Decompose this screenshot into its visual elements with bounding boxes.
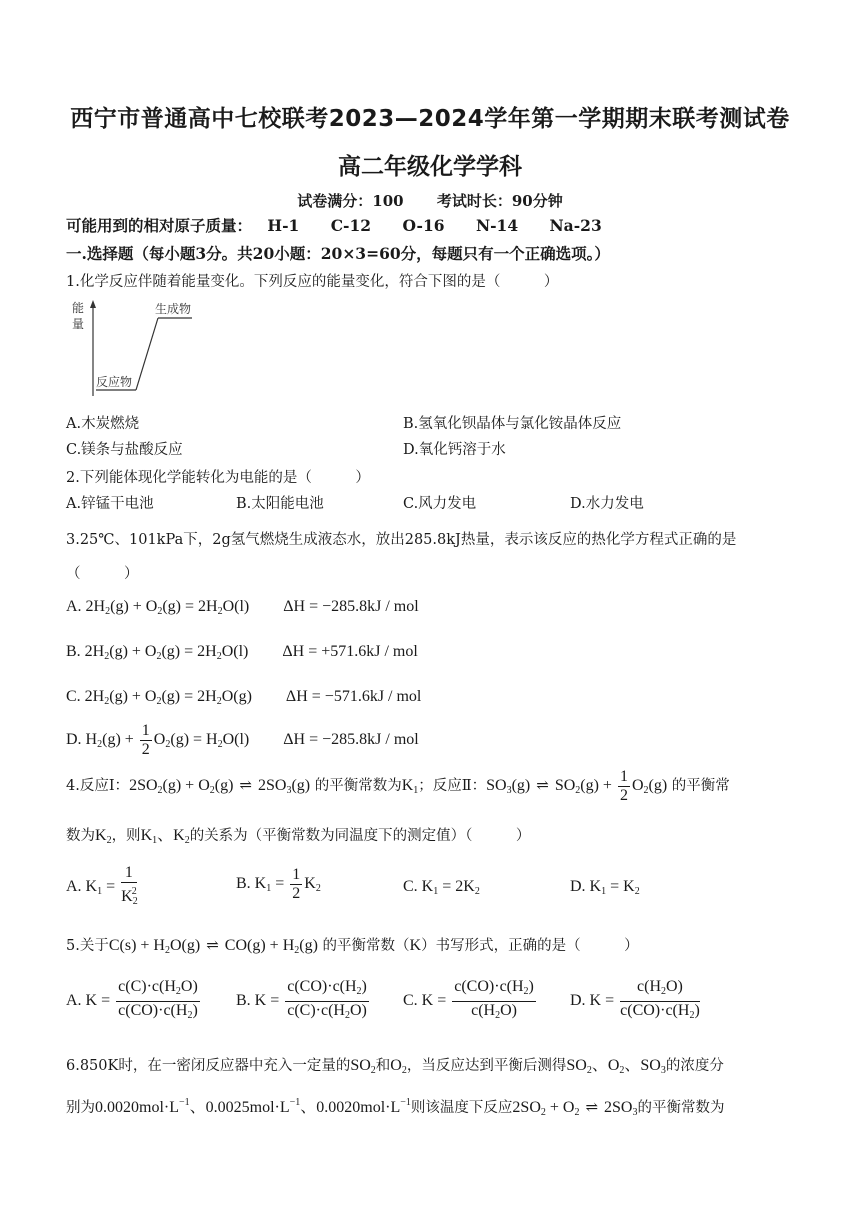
q6-text: ，当反应达到平衡后测得 <box>406 1058 567 1074</box>
q4-option-d[interactable]: D. $K_1 = K_2$ <box>570 878 640 897</box>
q5-text: ）书写形式，正确的是（ ） <box>421 938 639 954</box>
q6-line2: 别为$0.0020mol\cdot L^{-1}$、$0.0025mol\cdot L^{-1}$、$0.0020mol\cdot L^{-1}$则该温度下反应$2SO_2 + O_2$ ⇌ $2SO_3$的平衡常数为 <box>66 1097 725 1118</box>
q4-text: 数为 <box>66 828 95 844</box>
q6-text: 则该温度下反应 <box>410 1100 513 1116</box>
q1-option-b[interactable]: B.氢氧化钡晶体与氯化铵晶体反应 <box>403 416 622 432</box>
q5-option-c[interactable]: C. K = $\frac{c(CO)\cdot c(H_2)}{c(H_2O)}$ <box>403 978 534 1021</box>
y-label-2: 量 <box>72 317 85 331</box>
q2-option-b[interactable]: B.太阳能电池 <box>236 496 324 512</box>
atom-item: O-16 <box>402 216 445 235</box>
q1-option-c[interactable]: C.镁条与盐酸反应 <box>66 442 183 458</box>
q2-option-c[interactable]: C.风力发电 <box>403 496 477 512</box>
q2-option-d[interactable]: D.水力发电 <box>570 496 644 512</box>
q1-option-d[interactable]: D.氧化钙溶于水 <box>403 442 506 458</box>
exam-subtitle: 高二年级化学学科 <box>338 154 522 180</box>
q2-option-a[interactable]: A.锌锰干电池 <box>66 496 154 512</box>
q4-text: ，则 <box>111 828 141 844</box>
section-title: 一.选择题（每小题3分。共20小题：20×3=60分，每题只有一个正确选项。） <box>66 244 610 263</box>
exam-meta <box>0 190 860 211</box>
q6-line1: 6.850K时，在一密闭反应器中充入一定量的$SO_2$和$O_2$，当反应达到平衡后测得$SO_2$、$O_2$、$SO_3$的浓度分 <box>66 1057 724 1076</box>
q6-text: 的平衡常数为 <box>637 1100 725 1116</box>
q3-d-dh: ΔH = −285.8kJ / mol <box>283 731 419 749</box>
energy-diagram <box>66 296 206 400</box>
q3-a-dh: ΔH = −285.8kJ / mol <box>283 598 419 615</box>
q3-option-a[interactable]: A. $2H_2(g) + O_2(g) = 2H_2O(l) \Delta H = -285.8kJ$ / mol <box>66 598 419 617</box>
reactant-label: 反应物 <box>96 375 133 389</box>
q5-option-d[interactable]: D. K = $\frac{c(H_2O)}{c(CO)\cdot c(H_2)}$ <box>570 978 700 1021</box>
q5-option-b[interactable]: B. K = $\frac{c(CO)\cdot c(H_2)}{c(C)\cdot c(H_2O)}$ <box>236 978 367 1021</box>
q5-text: 5.关于 <box>66 938 109 954</box>
atomic-masses-label: 可能用到的相对原子质量： <box>66 216 253 235</box>
y-label-1: 能 <box>72 301 85 315</box>
atom-item: N-14 <box>475 216 519 235</box>
q4-text: 的关系为（平衡常数为同温度下的测定值）（ ） <box>189 828 531 844</box>
atom-item: H-1 <box>267 216 300 235</box>
q5-stem: 5.关于$C(s) + H_2O(g)$ ⇌ $CO(g) + H_2(g)$ 的平衡常数（K）书写形式，正确的是（ ） <box>66 937 639 956</box>
q3-c-dh: ΔH = −571.6kJ / mol <box>285 688 422 705</box>
q1-stem: 1.化学反应伴随着能量变化。下列反应的能量变化，符合下图的是（ ） <box>66 274 559 290</box>
q4-text: 4.反应Ⅰ： <box>66 778 130 795</box>
exam-title: 西宁市普通高中七校联考2023—2024学年第一学期期末联考测试卷 <box>70 106 790 132</box>
q4-option-a[interactable]: A. $K_1$ = $\frac{1}{K_2^2}$ <box>66 864 138 907</box>
q1-option-a[interactable]: A.木炭燃烧 <box>66 416 140 432</box>
atom-item: Na-23 <box>549 216 602 235</box>
q4-text: 的平衡常数为 <box>314 778 402 795</box>
q3-paren: （ ） <box>66 566 139 582</box>
q3-option-b[interactable]: B. $2H_2(g) + O_2(g) = 2H_2O(l) \Delta H = +571.6kJ$ / mol <box>66 643 418 662</box>
q4-line1: 4.反应Ⅰ：$2SO_2(g) + O_2(g)$ ⇌ $2SO_3(g)$ 的平衡常数为$K_1$；反应Ⅱ：$SO_3(g)$ ⇌ $SO_2(g)$ + $\frac{1}{2}$ $O_2(g)$ 的平衡常 <box>66 768 730 804</box>
q3-option-d[interactable]: D. $H_2(g)$ + $\frac{1}{2}$ $O_2(g) = H_2O(l) \Delta H = -285.8kJ$ / mol <box>66 722 419 758</box>
atom-item: C-12 <box>330 216 372 235</box>
q5-option-a[interactable]: A. K = $\frac{c(C)\cdot c(H_2O)}{c(CO)\cdot c(H_2)}$ <box>66 978 198 1021</box>
q4-text: 的平衡常 <box>671 778 730 795</box>
atomic-masses <box>66 214 628 236</box>
q6-text: 别为 <box>66 1100 95 1116</box>
q3-option-c[interactable]: C. $2H_2(g) + O_2(g) = 2H_2O(g) \Delta H = -571.6kJ$ / mol <box>66 688 422 707</box>
q4-option-c[interactable]: C. $K_1 = 2K_2$ <box>403 878 480 897</box>
full-score: 试卷满分：100 <box>297 192 404 210</box>
q3-b-dh: ΔH = +571.6kJ / mol <box>282 643 418 660</box>
q4-text: ；反应Ⅱ： <box>418 778 487 795</box>
duration: 考试时长：90分钟 <box>436 192 563 210</box>
q6-text: 6.850K时，在一密闭反应器中充入一定量的 <box>66 1058 351 1074</box>
q5-text: 的平衡常数（ <box>322 938 410 954</box>
product-label: 生成物 <box>155 302 192 316</box>
q3-stem: 3.25℃、101kPa下，2g氢气燃烧生成液态水，放出285.8kJ热量，表示该反应的热化学方程式正确的是 <box>66 532 737 548</box>
q6-text: 的浓度分 <box>665 1058 724 1074</box>
q2-stem: 2.下列能体现化学能转化为电能的是（ ） <box>66 470 370 486</box>
q4-option-b[interactable]: B. $K_1$ = $\frac{1}{2}$ $K_2$ <box>236 866 321 902</box>
q4-line2: 数为$K_2$，则$K_1$、$K_2$的关系为（平衡常数为同温度下的测定值）（ ） <box>66 827 531 846</box>
